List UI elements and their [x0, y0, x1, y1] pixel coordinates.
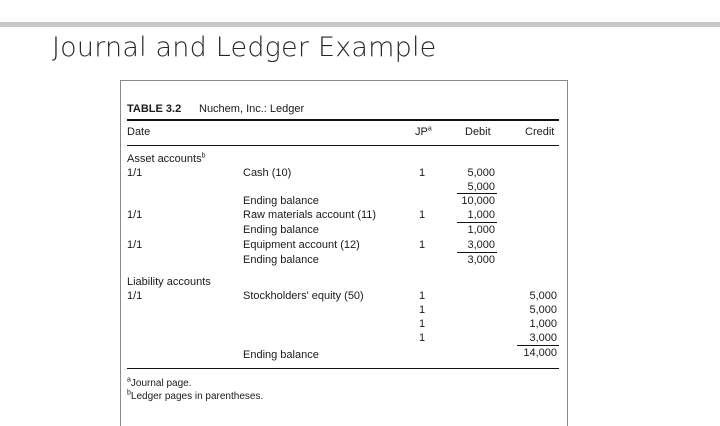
- equip-debit: 3,000: [467, 239, 495, 251]
- header-rule: [127, 145, 559, 146]
- cash-ending-debit: 10,000: [461, 195, 495, 207]
- equity-account: Stockholders' equity (50): [243, 290, 364, 302]
- equity-credit-1: 5,000: [529, 290, 557, 302]
- cash-debit: 5,000: [467, 167, 495, 179]
- equity-credit-2: 5,000: [529, 304, 557, 316]
- equip-ending-label: Ending balance: [243, 254, 319, 266]
- raw-underline: [457, 222, 497, 223]
- liability-section-label: Liability accounts: [127, 276, 211, 288]
- caption-rule: [127, 119, 559, 121]
- raw-ending-label: Ending balance: [243, 224, 319, 236]
- equity-jp-1: 1: [419, 290, 426, 302]
- slide-title: Journal and Ledger Example: [52, 32, 437, 63]
- equip-account: Equipment account (12): [243, 239, 360, 251]
- table-caption-label: TABLE 3.2: [127, 103, 182, 115]
- cash-date: 1/1: [127, 167, 143, 179]
- header-jp: $JP^a$: [415, 125, 432, 138]
- equity-jp-4: 1: [419, 332, 426, 344]
- cash-ending-label: Ending balance: [243, 195, 319, 207]
- asset-section-label: Asset accounts$^b$: [127, 152, 206, 165]
- raw-jp: 1: [419, 209, 426, 221]
- equip-date: 1/1: [127, 239, 143, 251]
- equity-jp-3: 1: [419, 318, 426, 330]
- cash-account: Cash (10): [243, 167, 292, 179]
- footnote-a: $^a$Journal page.: [127, 376, 192, 389]
- slide-top-bar: [0, 22, 720, 27]
- equity-credit-4: 3,000: [529, 332, 557, 344]
- equity-ending-credit: 14,000: [523, 347, 557, 359]
- raw-account: Raw materials account (11): [243, 209, 377, 221]
- header-debit: Debit: [465, 126, 491, 138]
- footer-rule: [127, 368, 559, 369]
- cash-underline: [457, 193, 497, 194]
- equip-jp: 1: [419, 239, 426, 251]
- header-credit: Credit: [525, 126, 555, 138]
- raw-ending-debit: 1,000: [467, 224, 495, 236]
- equity-credit-3: 1,000: [529, 318, 557, 330]
- equity-jp-2: 1: [419, 304, 426, 316]
- equip-underline: [457, 252, 497, 253]
- raw-date: 1/1: [127, 209, 143, 221]
- equity-ending-label: Ending balance: [243, 349, 319, 361]
- equip-ending-debit: 3,000: [467, 254, 495, 266]
- footnote-b: $^b$Ledger pages in parentheses.: [127, 389, 264, 402]
- cash-jp: 1: [419, 167, 426, 179]
- equity-date: 1/1: [127, 290, 143, 302]
- equity-underline: [517, 345, 559, 346]
- header-date: Date: [127, 126, 151, 138]
- raw-debit: 1,000: [467, 209, 495, 221]
- ledger-table: [120, 80, 568, 426]
- table-caption-text: Nuchem, Inc.: Ledger: [199, 103, 305, 115]
- cash-debit-2: 5,000: [467, 181, 495, 193]
